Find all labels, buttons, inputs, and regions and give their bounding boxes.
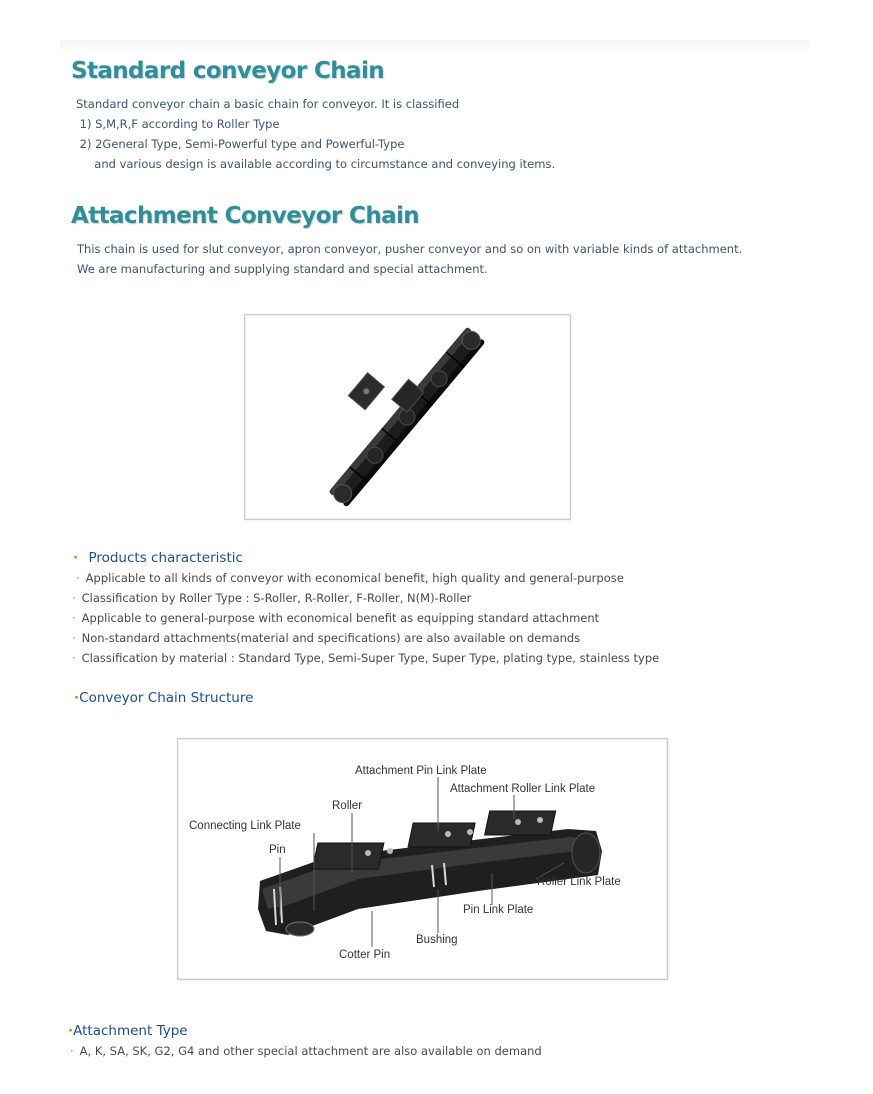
attachment-type-list [70, 1041, 542, 1061]
products-characteristic-label: Products characteristic [88, 550, 243, 566]
chain-structure-diagram-frame [177, 738, 668, 980]
label-pin: Pin [269, 844, 286, 856]
list-item: · Classification by material : Standard Type, Semi-Super Type, Super Type, plating type, stainless type [72, 651, 660, 665]
label-pin-link-plate: Pin Link Plate [463, 904, 534, 916]
description-line: 2) 2General Type, Semi-Powerful type and Powerful-Type [76, 137, 405, 151]
top-band [60, 40, 810, 54]
conveyor-chain-structure-label: Conveyor Chain Structure [79, 690, 254, 706]
list-item: · Classification by Roller Type : S-Roller, R-Roller, F-Roller, N(M)-Roller [72, 591, 472, 605]
attachment-conveyor-chain-description [77, 239, 742, 279]
bullet-icon: · [74, 690, 80, 706]
bullet-icon: · [72, 591, 76, 605]
standard-conveyor-chain-title: Standard conveyor Chain [71, 58, 385, 84]
attachment-type-heading [68, 1023, 188, 1039]
label-cotter-pin: Cotter Pin [339, 949, 391, 961]
bullet-icon: · [76, 571, 80, 585]
list-item: · Non-standard attachments(material and specifications) are also available on demands [72, 631, 581, 645]
label-roller-link-plate: Roller Link Plate [537, 876, 621, 888]
bullet-icon: · [73, 550, 79, 566]
list-item: · Applicable to all kinds of conveyor with economical benefit, high quality and general-purpose [76, 571, 624, 585]
label-connecting-link-plate: Connecting Link Plate [189, 820, 301, 832]
label-attachment-roller-link-plate: Attachment Roller Link Plate [450, 783, 596, 795]
chain-photo-frame [244, 314, 571, 520]
list-item: · A, K, SA, SK, G2, G4 and other special attachment are also available on demand [70, 1044, 542, 1058]
description-line: We are manufacturing and supplying standard and special attachment. [77, 262, 488, 276]
chain-structure-diagram [178, 739, 667, 979]
description-line: Standard conveyor chain a basic chain for conveyor. It is classified [76, 97, 460, 111]
bullet-icon: · [72, 651, 76, 665]
standard-conveyor-chain-description [76, 94, 555, 174]
list-item: · Applicable to general-purpose with economical benefit as equipping standard attachment [72, 611, 600, 625]
label-attachment-pin-link-plate: Attachment Pin Link Plate [355, 765, 487, 777]
bullet-icon: · [70, 1044, 74, 1058]
description-line: 1) S,M,R,F according to Roller Type [76, 117, 280, 131]
label-roller: Roller [332, 800, 363, 812]
bullet-icon: · [72, 611, 76, 625]
description-line: This chain is used for slut conveyor, apron conveyor, pusher conveyor and so on with variable kinds of attachment. [77, 242, 743, 256]
products-characteristic-list [72, 568, 659, 668]
attachment-type-label: Attachment Type [73, 1023, 188, 1039]
products-characteristic-heading [73, 550, 243, 566]
attachment-conveyor-chain-title: Attachment Conveyor Chain [71, 203, 420, 229]
description-line: and various design is available according to circumstance and conveying items. [76, 157, 556, 171]
bullet-icon: · [68, 1023, 74, 1039]
attachment-chain-image [245, 315, 570, 519]
conveyor-chain-structure-heading [74, 690, 253, 706]
bullet-icon: · [72, 631, 76, 645]
label-bushing: Bushing [416, 934, 458, 946]
